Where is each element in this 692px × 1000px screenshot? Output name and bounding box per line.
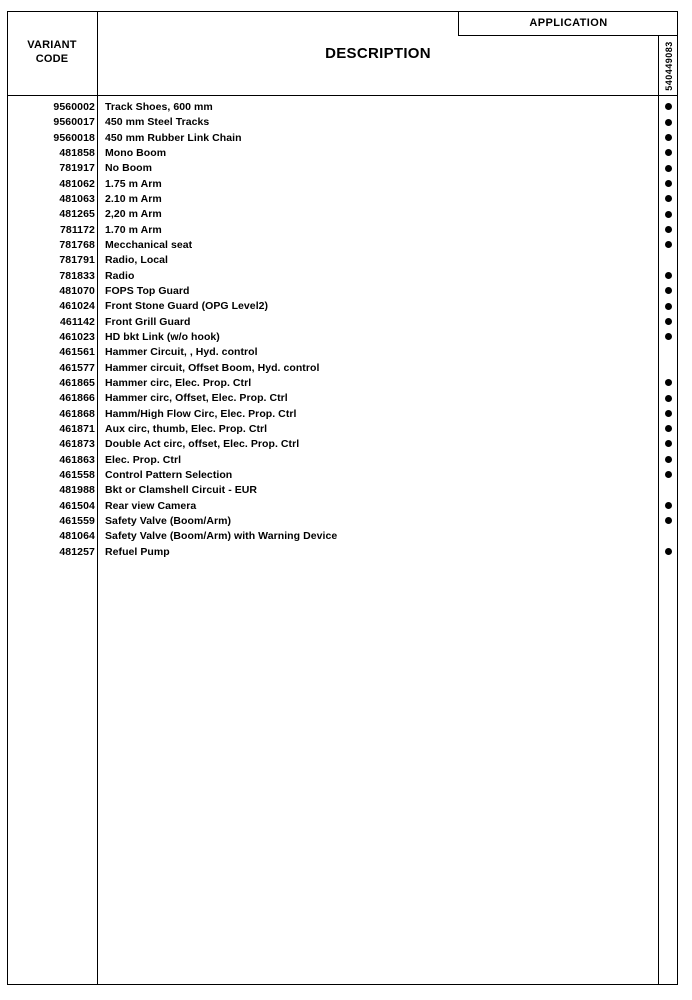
description-cell: Hammer circuit, Offset Boom, Hyd. control	[105, 361, 320, 374]
application-cell	[658, 514, 678, 529]
column-header-application: APPLICATION	[458, 11, 678, 36]
description-cell: Hammer circ, Elec. Prop. Ctrl	[105, 376, 252, 389]
table-row	[7, 192, 678, 207]
application-dot-icon	[665, 287, 672, 294]
description-cell: Elec. Prop. Ctrl	[105, 453, 182, 466]
description-cell: Rear view Camera	[105, 499, 197, 512]
variant-code-cell: 9560017	[53, 116, 95, 129]
variant-code-cell: 461023	[59, 330, 95, 343]
application-dot-icon	[665, 303, 672, 310]
application-cell	[658, 299, 678, 314]
application-cell	[658, 238, 678, 253]
variant-code-cell: 461865	[59, 376, 95, 389]
variant-code-cell: 481064	[59, 530, 95, 543]
application-dot-icon	[665, 517, 672, 524]
description-cell: Mono Boom	[105, 146, 167, 159]
variant-code-cell: 461558	[59, 468, 95, 481]
table-row	[7, 269, 678, 284]
variant-code-cell: 781833	[59, 269, 95, 282]
table-row	[7, 146, 678, 161]
table-row	[7, 391, 678, 406]
application-cell	[658, 499, 678, 514]
table-row	[7, 161, 678, 176]
application-dot-icon	[665, 165, 672, 172]
application-cell	[658, 131, 678, 146]
table-row	[7, 131, 678, 146]
description-cell: Radio, Local	[105, 254, 169, 267]
application-dot-icon	[665, 395, 672, 402]
application-dot-icon	[665, 333, 672, 340]
description-cell: Double Act circ, offset, Elec. Prop. Ctrl	[105, 438, 300, 451]
variant-code-cell: 461561	[59, 346, 95, 359]
table-row	[7, 330, 678, 345]
variant-code-cell: 9560002	[53, 101, 95, 113]
description-cell: FOPS Top Guard	[105, 284, 190, 297]
application-cell	[658, 223, 678, 238]
variant-code-cell: 461577	[59, 361, 95, 374]
table-row	[7, 361, 678, 376]
application-cell	[658, 422, 678, 437]
table-row	[7, 115, 678, 130]
application-dot-icon	[665, 180, 672, 187]
description-cell: Track Shoes, 600 mm	[105, 101, 213, 113]
table-header	[7, 11, 678, 96]
application-cell	[658, 177, 678, 192]
application-cell	[658, 545, 678, 560]
table-row	[7, 437, 678, 452]
variant-code-cell: 461142	[59, 315, 95, 328]
description-cell: Hammer circ, Offset, Elec. Prop. Ctrl	[105, 392, 288, 405]
variant-code-cell: 781172	[59, 223, 95, 236]
variant-rows	[7, 100, 678, 560]
table-row	[7, 376, 678, 391]
description-cell: Radio	[105, 269, 135, 282]
application-dot-icon	[665, 103, 672, 110]
table-row	[7, 284, 678, 299]
application-dot-icon	[665, 502, 672, 509]
table-row	[7, 514, 678, 529]
application-cell	[658, 100, 678, 115]
description-cell: No Boom	[105, 162, 153, 175]
table-row	[7, 177, 678, 192]
description-cell: Bkt or Clamshell Circuit - EUR	[105, 484, 258, 497]
application-cell	[658, 376, 678, 391]
application-cell	[658, 437, 678, 452]
table-row	[7, 468, 678, 483]
column-header-description: DESCRIPTION	[325, 44, 431, 62]
variant-code-cell: 461873	[59, 438, 95, 451]
table-row	[7, 253, 678, 268]
application-dot-icon	[665, 318, 672, 325]
description-cell: Refuel Pump	[105, 545, 170, 558]
application-dot-icon	[665, 410, 672, 417]
application-dot-icon	[665, 195, 672, 202]
description-cell: Front Stone Guard (OPG Level2)	[105, 300, 269, 313]
application-dot-icon	[665, 226, 672, 233]
variant-code-cell: 9560018	[53, 131, 95, 144]
description-cell: 450 mm Steel Tracks	[105, 116, 210, 129]
table-row	[7, 345, 678, 360]
description-cell: Front Grill Guard	[105, 315, 191, 328]
application-dot-icon	[665, 272, 672, 279]
variant-code-cell: 461024	[59, 300, 95, 313]
description-cell: Mecchanical seat	[105, 238, 193, 251]
table-row	[7, 483, 678, 498]
variant-code-label-line1: VARIANT	[27, 39, 77, 52]
description-cell: Safety Valve (Boom/Arm)	[105, 514, 232, 527]
application-dot-icon	[665, 134, 672, 141]
variant-code-cell: 481070	[59, 284, 95, 297]
application-dot-icon	[665, 471, 672, 478]
application-cell	[658, 115, 678, 130]
application-dot-icon	[665, 548, 672, 555]
variant-code-cell: 461559	[59, 514, 95, 527]
table-row	[7, 315, 678, 330]
variant-code-cell: 461504	[59, 499, 95, 512]
table-row	[7, 545, 678, 560]
application-cell	[658, 207, 678, 222]
description-cell: 1.70 m Arm	[105, 223, 162, 236]
application-cell	[658, 391, 678, 406]
description-cell: Control Pattern Selection	[105, 468, 233, 481]
variant-code-cell: 781791	[59, 254, 95, 267]
variant-code-cell: 461863	[59, 453, 95, 466]
table-row	[7, 223, 678, 238]
application-cell	[658, 453, 678, 468]
application-cell	[658, 315, 678, 330]
description-cell: Hamm/High Flow Circ, Elec. Prop. Ctrl	[105, 407, 297, 420]
variant-code-cell: 481062	[59, 177, 95, 190]
application-dot-icon	[665, 241, 672, 248]
variant-code-label-line2: CODE	[35, 53, 69, 65]
description-cell: 2.10 m Arm	[105, 192, 162, 205]
application-cell	[658, 146, 678, 161]
description-cell: 2,20 m Arm	[105, 208, 162, 221]
table-row	[7, 100, 678, 115]
application-code-cell	[658, 36, 678, 95]
variant-code-cell: 481988	[59, 484, 95, 497]
application-cell	[658, 330, 678, 345]
table-row	[7, 207, 678, 222]
variant-code-cell: 461871	[59, 422, 95, 435]
description-cell: Hammer Circuit, , Hyd. control	[105, 346, 258, 359]
application-dot-icon	[665, 456, 672, 463]
variant-code-cell: 461868	[59, 407, 95, 420]
variant-code-cell: 481063	[59, 192, 95, 205]
variant-code-cell: 781917	[59, 162, 95, 175]
table-row	[7, 422, 678, 437]
application-code-label: 540449083	[663, 40, 674, 91]
column-header-variant-code	[7, 11, 97, 95]
application-cell	[658, 407, 678, 422]
variant-code-cell: 481257	[59, 545, 95, 558]
application-cell	[658, 192, 678, 207]
variant-code-cell: 481858	[59, 146, 95, 159]
description-cell: 1.75 m Arm	[105, 177, 162, 190]
description-cell: Safety Valve (Boom/Arm) with Warning Device	[105, 530, 338, 543]
table-row	[7, 453, 678, 468]
application-cell	[658, 161, 678, 176]
table-row	[7, 299, 678, 314]
application-dot-icon	[665, 211, 672, 218]
application-cell	[658, 269, 678, 284]
application-dot-icon	[665, 425, 672, 432]
variant-code-cell: 781768	[59, 238, 95, 251]
table-row	[7, 407, 678, 422]
application-cell	[658, 284, 678, 299]
table-row	[7, 529, 678, 544]
application-dot-icon	[665, 119, 672, 126]
variant-code-cell: 461866	[59, 392, 95, 405]
application-dot-icon	[665, 440, 672, 447]
application-dot-icon	[665, 149, 672, 156]
description-cell: 450 mm Rubber Link Chain	[105, 131, 242, 144]
description-cell: Aux circ, thumb, Elec. Prop. Ctrl	[105, 422, 268, 435]
table-row	[7, 499, 678, 514]
description-cell: HD bkt Link (w/o hook)	[105, 330, 220, 343]
application-dot-icon	[665, 379, 672, 386]
variant-code-cell: 481265	[59, 208, 95, 221]
table-row	[7, 238, 678, 253]
application-cell	[658, 468, 678, 483]
